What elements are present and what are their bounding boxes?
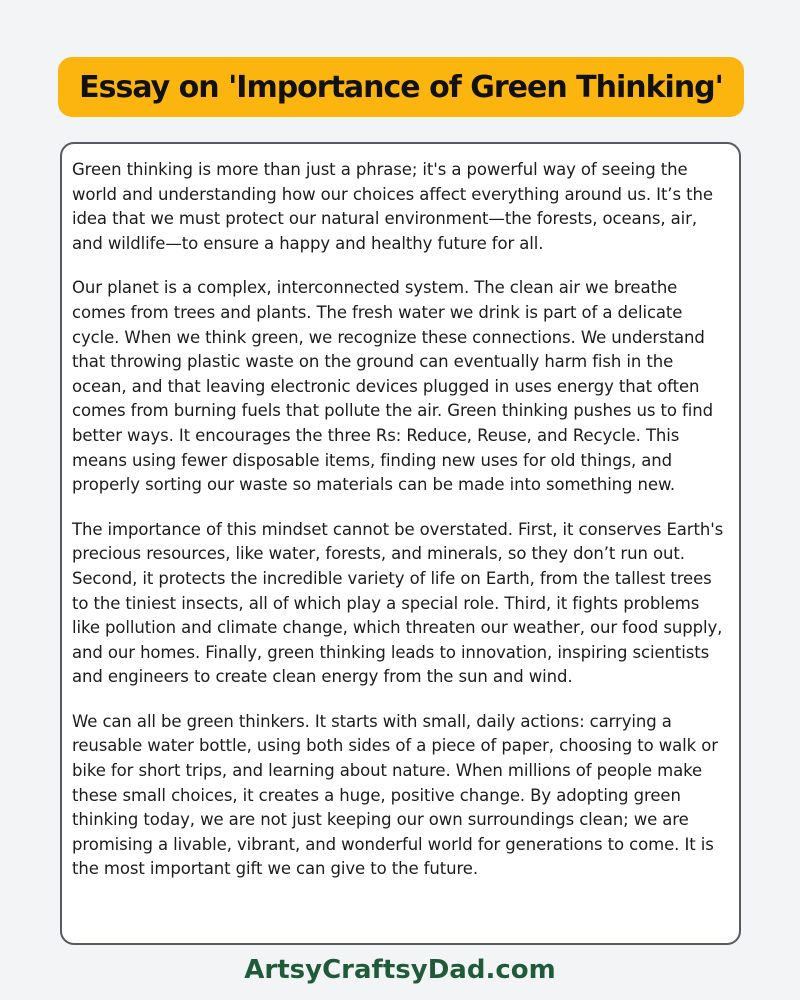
page-title: Essay on 'Importance of Green Thinking' (79, 69, 723, 105)
essay-paragraph-1: Green thinking is more than just a phrase; it's a powerful way of seeing the world and understanding how our choices affect everything around us. It’s the idea that we must protect our natural environment—the forests, oceans, air, and wildlife—to ensure a happy and healthy future for all. (72, 160, 713, 253)
essay-paragraph-2: Our planet is a complex, interconnected system. The clean air we breathe comes from trees and plants. The fresh water we drink is part of a delicate cycle. When we think green, we recognize these connections. We understand that throwing plastic waste on the ground can eventually harm fish in the ocean, and that leaving electronic devices plugged in uses energy that often comes from burning fuels that pollute the air. Green thinking pushes us to find better ways. It encourages the three Rs: Reduce, Reuse, and Recycle. This means using fewer disposable items, finding new uses for old things, and properly sorting our waste so materials can be made into something new. (72, 278, 713, 495)
essay-card (60, 142, 741, 945)
essay-paragraph-3: The importance of this mindset cannot be overstated. First, it conserves Earth's precious resources, like water, forests, and minerals, so they don’t run out. Second, it protects the incredible variety of life on Earth, from the tallest trees to the tiniest insects, all of which play a special role. Third, it fights problems like pollution and climate change, which threaten our weather, our food supply, and our homes. Finally, green thinking leads to innovation, inspiring scientists and engineers to create clean energy from the sun and wind. (72, 519, 724, 687)
footer-site-name: ArtsyCraftsyDad.com (244, 955, 556, 985)
title-banner (58, 57, 744, 117)
essay-paragraph-4: We can all be green thinkers. It starts with small, daily actions: carrying a reusable water bottle, using both sides of a piece of paper, choosing to walk or bike for short trips, and learning about nature. When millions of people make these small choices, it creates a huge, positive change. By adopting green thinking today, we are not just keeping our own surroundings clean; we are promising a livable, vibrant, and wonderful world for generations to come. It is the most important gift we can give to the future. (72, 711, 718, 879)
